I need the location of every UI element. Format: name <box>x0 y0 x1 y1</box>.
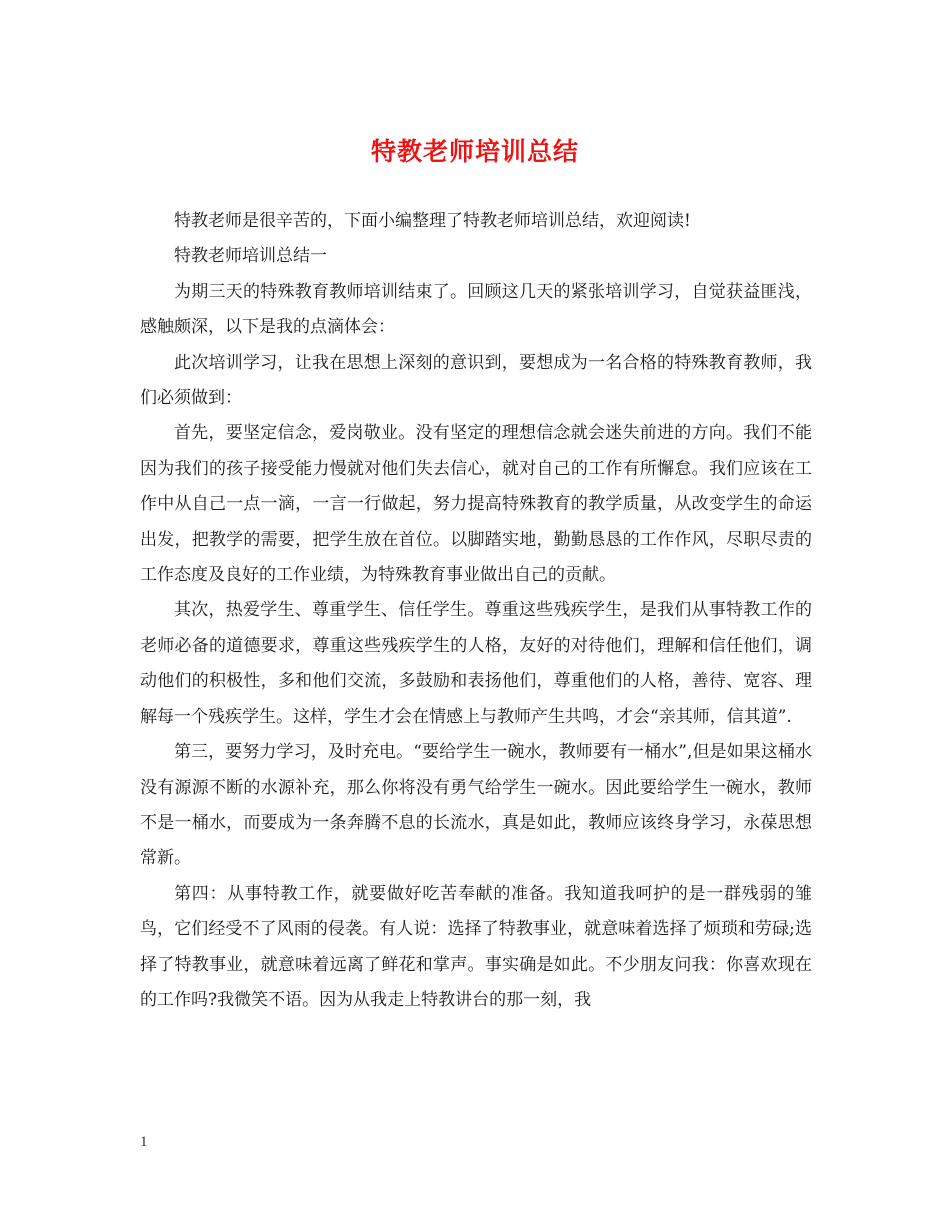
paragraph: 其次，热爱学生、尊重学生、信任学生。尊重这些残疾学生，是我们从事特教工作的老师必备的道德要求，尊重这些残疾学生的人格，友好的对待他们，理解和信任他们，调动他们的积极性，多和他们交流，多鼓励和表扬他们，尊重他们的人格，善待、宽容、理解每一个残疾学生。这样，学生才会在情感上与教师产生共鸣，才会“亲其师，信其道”. <box>140 600 812 727</box>
page-number: 1 <box>140 1134 148 1150</box>
paragraph: 首先，要坚定信念，爱岗敬业。没有坚定的理想信念就会迷失前进的方向。我们不能因为我们的孩子接受能力慢就对他们失去信心，就对自己的工作有所懈怠。我们应该在工作中从自己一点一滴，一言一行做起，努力提高特殊教育的教学质量，从改变学生的命运出发，把教学的需要，把学生放在首位。以脚踏实地，勤勤恳恳的工作作风，尽职尽责的工作态度及良好的工作业绩，为特殊教育事业做出自己的贡献。 <box>140 423 812 586</box>
paragraph: 第三，要努力学习，及时充电。“要给学生一碗水，教师要有一桶水”,但是如果这桶水没有源源不断的水源补充，那么你将没有勇气给学生一碗水。因此要给学生一碗水，教师不是一桶水，而要成为一条奔腾不息的长流水，真是如此，教师应该终身学习，永葆思想常新。 <box>140 742 812 869</box>
paragraph: 此次培训学习，让我在思想上深刻的意识到，要想成为一名合格的特殊教育教师，我们必须做到： <box>140 352 812 409</box>
document-title: 特教老师培训总结 <box>370 137 579 166</box>
document-body <box>140 204 812 1018</box>
paragraph-section-heading: 特教老师培训总结一 <box>174 246 327 267</box>
paragraph-intro: 特教老师是很辛苦的，下面小编整理了特教老师培训总结，欢迎阅读! <box>174 211 691 231</box>
paragraph: 第四：从事特教工作，就要做好吃苦奉献的准备。我知道我呵护的是一群残弱的雏鸟，它们经受不了风雨的侵袭。有人说：选择了特教事业，就意味着选择了烦琐和劳碌;选择了特教事业，就意味着远离了鲜花和掌声。事实确是如此。不少朋友问我：你喜欢现在的工作吗?我微笑不语。因为从我走上特教讲台的那一刻，我 <box>140 883 812 1010</box>
paragraph: 为期三天的特殊教育教师培训结束了。回顾这几天的紧张培训学习，自觉获益匪浅，感触颇深，以下是我的点滴体会： <box>140 281 812 338</box>
